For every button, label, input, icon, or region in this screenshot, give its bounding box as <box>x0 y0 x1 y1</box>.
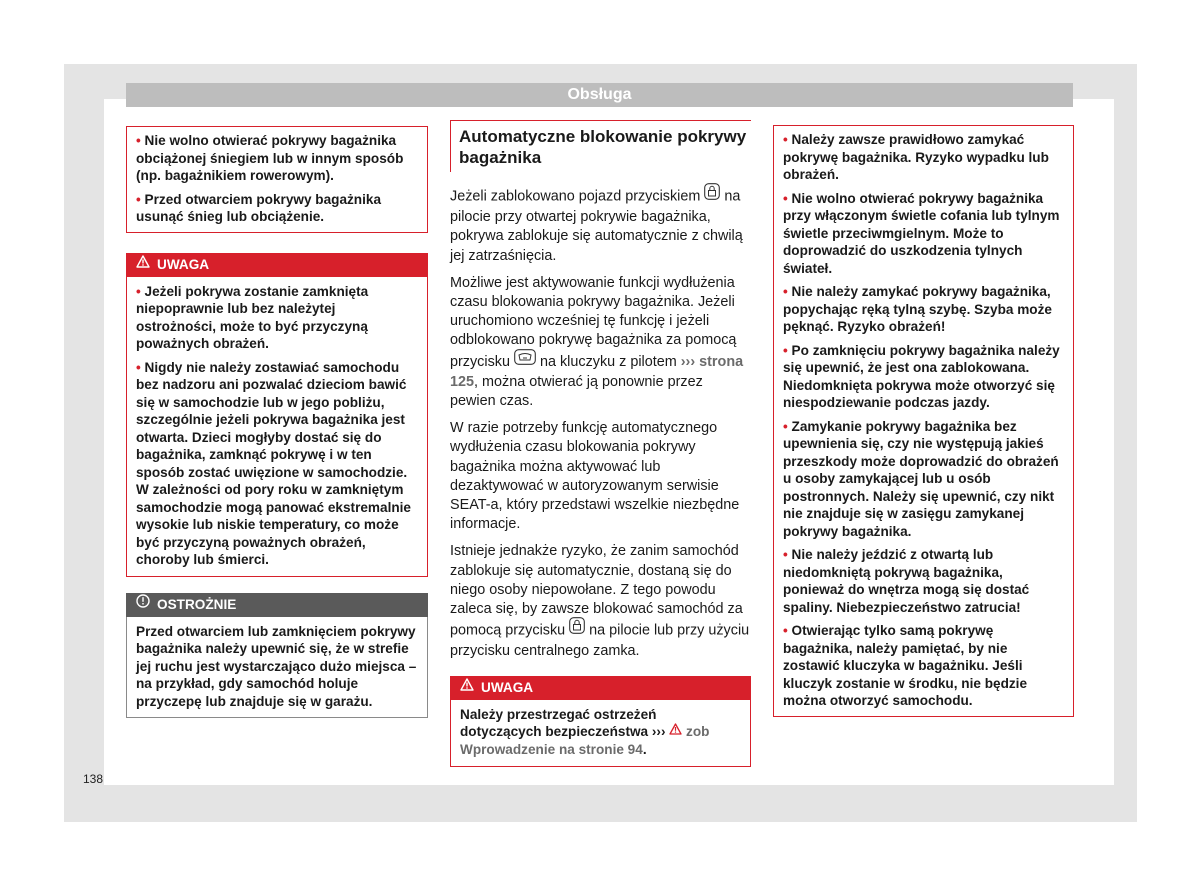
warning-item: • Nie należy zamykać pokrywy bagażnika, popychając ręką tylną szybę. Szyba może pęknąć. Ryzyko obrażeń! <box>783 284 1052 334</box>
uwaga-box <box>126 253 428 577</box>
uwaga-body <box>126 277 428 577</box>
caution-circle-icon <box>136 592 150 616</box>
header-title: Obsługa <box>126 83 1073 107</box>
trunk-button-icon <box>514 349 536 371</box>
warning-triangle-icon <box>136 252 150 276</box>
page-number: 138 <box>83 772 104 786</box>
warning-item: • Należy zawsze prawidłowo zamykać pokrywę bagażnika. Ryzyko wypadku lub obrażeń. <box>783 132 1049 182</box>
ostroznie-header <box>126 593 428 617</box>
warning-item: • Po zamknięciu pokrywy bagażnika należy się upewnić, że jest ona zablokowana. Niedomknięta pokrywa może otworzyć się niespodziewanie podczas jazdy. <box>783 342 1060 410</box>
paragraph: Jeżeli zablokowano pojazd przyciskiem na pilocie przy otwartej pokrywie bagażnika, pokrywa zablokuje się automatycznie z chwilą jej zatrzaśnięcia. <box>450 185 751 266</box>
paragraph: W razie potrzeby funkcję automatycznego wydłużenia czasu blokowania pokrywy bagażnika można aktywować lub dezaktywować w autoryzowanym serwisie SEAT-a, który przedstawi wszelkie niezbędne informacje. <box>450 420 740 533</box>
warning-item: • Przed otwarciem pokrywy bagażnika usunąć śnieg lub obciążenie. <box>136 191 382 224</box>
right-column <box>773 125 1074 717</box>
intro-link[interactable]: zob Wprowadzenie na stronie 94 <box>460 724 710 758</box>
ostroznie-box <box>126 593 428 719</box>
paragraph: Istnieje jednakże ryzyko, że zanim samochód zablokuje się automatycznie, dostaną się do niego osoby niepowołane. Z tego powodu zaleca się, by zawsze blokować samochód za pomocą przycisku na pilocie lub przy użyciu przycisku centralnego zamka. <box>450 543 750 660</box>
lock-button-icon <box>704 183 720 206</box>
ostroznie-title: OSTROŻNIE <box>157 596 237 612</box>
lock-button-icon <box>569 617 585 640</box>
warning-triangle-icon <box>669 722 682 740</box>
section-title: Automatyczne blokowanie pokrywy bagażnika <box>450 120 751 172</box>
warning-box <box>773 125 1074 717</box>
warning-item: • Otwierając tylko samą pokrywę bagażnika, należy pamiętać, by nie zostawić kluczyka w bagażniku. Jeśli kluczyk zostanie w środku, nie będzie można otworzyć samochodu. <box>783 623 1028 708</box>
uwaga-item: • Jeżeli pokrywa zostanie zamknięta niepoprawnie lub bez należytej ostrożności, może to być przyczyną poważnych obrażeń. <box>136 283 369 351</box>
uwaga-body: Należy przestrzegać ostrzeżeń dotyczących bezpieczeństwa ››› zob Wprowadzenie na stronie 94. <box>450 700 751 767</box>
warning-triangle-icon <box>460 675 474 699</box>
page-link[interactable]: ››› strona 125 <box>450 353 744 390</box>
middle-column <box>450 120 751 767</box>
uwaga-header <box>126 253 428 277</box>
left-column <box>126 126 428 718</box>
uwaga-title: UWAGA <box>157 256 210 272</box>
warning-item: • Zamykanie pokrywy bagażnika bez upewnienia się, czy nie występują jakieś przeszkody może doprowadzić do obrażeń u osoby zamykającej lub u osób postronnych. Należy się upewnić, czy nikt nie znajduje się w zasięgu zamykanej pokrywy bagażnika. <box>783 418 1059 539</box>
uwaga-header <box>450 676 751 700</box>
warning-item: • Nie wolno otwierać pokrywy bagażnika obciążonej śniegiem lub w innym sposób (np. bagażnikiem rowerowym). <box>136 133 404 183</box>
uwaga-item: • Nigdy nie należy zostawiać samochodu bez nadzoru ani pozwalać dzieciom bawić się w samochodzie lub w jego pobliżu, szczególnie jeżeli pokrywa bagażnika jest otwarta. Dzieci mogłyby dostać się do bagażnika, zamknąć pokrywę i w ten sposób zostać uwięzione w samochodzie. W zależności od pory roku w zamkniętym samochodzie mogą panować ekstremalnie wysokie lub niskie temperatury, co może być przyczyną poważnych obrażeń, choroby lub śmierci. <box>136 359 411 567</box>
paragraph: Możliwe jest aktywowanie funkcji wydłużenia czasu blokowania pokrywy bagażnika. Jeżeli uruchomiono wcześniej tę funkcję i jeżeli odblokowano pokrywę bagażnika za pomocą przycisku na kluczyku z pilotem ››› strona 125, można otwierać ją ponownie przez pewien czas. <box>450 274 744 410</box>
warning-item: • Nie wolno otwierać pokrywy bagażnika przy włączonym świetle cofania lub tylnym świetle przeciwmgielnym. Może to doprowadzić do uszkodzenia tylnych świateł. <box>783 190 1060 276</box>
warning-item: • Nie należy jeździć z otwartą lub niedomkniętą pokrywą bagażnika, ponieważ do wnętrza mogą się dostać spaliny. Niebezpieczeństwo zatrucia! <box>783 547 1030 615</box>
ostroznie-body: Przed otwarciem lub zamknięciem pokrywy bagażnika należy upewnić się, że w strefie jej ruchu jest wystarczająco dużo miejsca – na przykład, gdy samochód holuje przyczepę lub znajduje się w garażu. <box>126 617 428 719</box>
uwaga-title: UWAGA <box>481 679 534 695</box>
uwaga-box <box>450 676 751 767</box>
warning-box <box>126 126 428 233</box>
